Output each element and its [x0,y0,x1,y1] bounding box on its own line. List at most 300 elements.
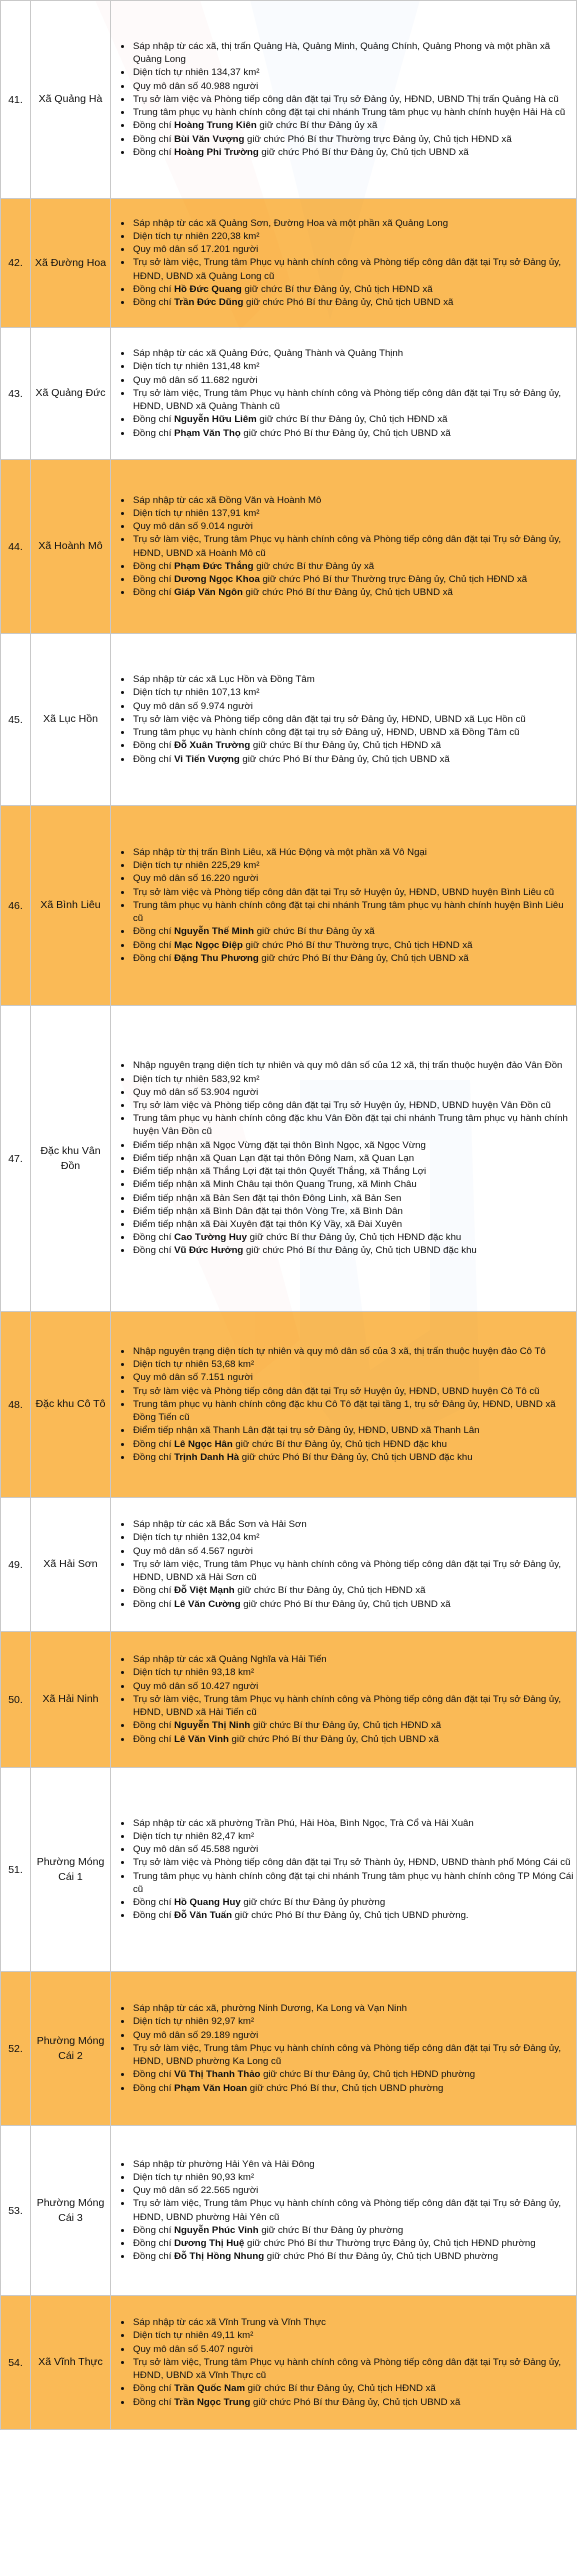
fact-item [133,2002,576,2015]
row-number: 41. [1,1,31,199]
fact-item [133,2250,576,2263]
units-table-body [1,1,577,2430]
fact-text: giữ chức Phó Bí thư Đảng ủy, Chủ tịch UBND xã [242,587,453,599]
fact-text: Đồng chí [133,283,175,295]
fact-text: Điểm tiếp nhận xã Bản Sen đặt tại thôn Đông Linh, xã Bản Sen [133,1192,402,1204]
fact-item [133,2224,576,2237]
fact-text: Đồng chí [133,120,175,132]
fact-text: Quy mô dân số 4.567 người [133,1545,253,1557]
unit-details [111,2126,577,2296]
fact-item [133,2184,576,2197]
fact-text: giữ chức Bí thư Đảng ủy xã [253,560,375,572]
fact-text: Đồng chí [133,1451,175,1463]
fact-item [133,952,576,965]
fact-item [133,1719,576,1732]
fact-text: giữ chức Bí thư Đảng ủy, Chủ tịch HĐND xã [241,283,433,295]
official-name: Trần Quốc Nam [174,2383,245,2395]
fact-item [133,700,576,713]
unit-name: Phường Móng Cái 1 [31,1768,111,1972]
fact-item [133,753,576,766]
unit-name: Xã Hải Sơn [31,1498,111,1632]
fact-item [133,2082,576,2095]
fact-item [133,713,576,726]
fact-item [133,2158,576,2171]
official-name: Vũ Thị Thanh Thảo [174,2069,261,2081]
fact-item [133,573,576,586]
fact-item [133,1518,576,1531]
fact-item [133,1856,576,1869]
fact-text: Trụ sở làm việc và Phòng tiếp công dân đặt tại Trụ sở Đảng ủy, HĐND, UBND Thị trấn Quảng Hà cũ [133,93,559,105]
fact-text: Sáp nhập từ các xã Quảng Đức, Quảng Thành và Quảng Thịnh [133,348,404,360]
fact-text: Quy mô dân số 9.014 người [133,521,253,533]
fact-item [133,859,576,872]
fact-text: Sáp nhập từ các xã Đồng Văn và Hoành Mô [133,494,322,506]
fact-text: Trụ sở làm việc, Trung tâm Phục vụ hành chính công và Phòng tiếp công dân đặt tại Trụ sở Đảng ủy, HĐND, UBND xã Hoành Mô cũ [133,534,562,559]
fact-text: Đồng chí [133,414,175,426]
fact-item [133,1438,576,1451]
official-name: Cao Tường Huy [174,1232,248,1244]
fact-item [133,256,576,282]
fact-item [133,1451,576,1464]
fact-text: Quy mô dân số 11.682 người [133,374,258,386]
table-row [1,460,577,634]
fact-item [133,899,576,925]
fact-text: giữ chức Bí thư Đảng ủy, Chủ tịch HĐND xã [256,414,448,426]
fact-item [133,2015,576,2028]
unit-name: Xã Quảng Đức [31,328,111,460]
fact-text: Quy mô dân số 22.565 người [133,2185,259,2197]
unit-details [111,1632,577,1768]
fact-item [133,1558,576,1584]
fact-text: giữ chức Phó Bí thư Thường trực Đảng ủy, Chủ tịch HĐND phường [244,2237,536,2249]
fact-text: Đồng chí [133,1245,175,1257]
unit-details [111,460,577,634]
official-name: Mạc Ngọc Điệp [174,939,243,951]
fact-text: Quy mô dân số 5.407 người [133,2343,253,2355]
official-name: Lê Văn Vinh [174,1733,229,1745]
fact-text: giữ chức Phó Bí thư Đảng ủy, Chủ tịch UBND xã [258,146,469,158]
fact-text: Đồng chí [133,2069,175,2081]
fact-item [133,1139,576,1152]
unit-details [111,199,577,328]
official-name: Nguyễn Thị Ninh [174,1720,251,1732]
fact-item [133,939,576,952]
official-name: Phạm Văn Thọ [174,427,241,439]
fact-text: giữ chức Phó Bí thư Đảng ủy, Chủ tịch UBND xã [239,753,450,765]
fact-text: Điểm tiếp nhận xã Minh Châu tại thôn Quang Trung, xã Minh Châu [133,1179,417,1191]
fact-item [133,1424,576,1437]
fact-text: Đồng chí [133,952,175,964]
unit-name: Phường Móng Cái 3 [31,2126,111,2296]
official-name: Lê Ngọc Hân [174,1438,233,1450]
fact-text: giữ chức Phó Bí thư Đảng ủy, Chủ tịch UBND phường [264,2251,499,2263]
fact-text: Nhập nguyên trạng diện tích tự nhiên và quy mô dân số của 3 xã, thị trấn thuộc huyện đảo Cô Tô [133,1346,546,1358]
official-name: Dương Thị Huệ [174,2237,245,2249]
fact-text: Sáp nhập từ các xã Vĩnh Trung và Vĩnh Thực [133,2317,326,2329]
fact-item [133,1358,576,1371]
fact-text: Trụ sở làm việc và Phòng tiếp công dân đặt tại trụ sở Đảng ủy, HĐND, UBND xã Lục Hồn cũ [133,713,526,725]
fact-item [133,1843,576,1856]
official-name: Dương Ngọc Khoa [174,573,260,585]
unit-details [111,1,577,199]
fact-text: Diện tích tự nhiên 93,18 km² [133,1667,255,1679]
table-row [1,1632,577,1768]
fact-text: giữ chức Bí thư Đảng ủy phường [240,1896,386,1908]
fact-text: Diện tích tự nhiên 583,92 km² [133,1073,260,1085]
unit-name: Đặc khu Cô Tô [31,1312,111,1498]
official-name: Trần Ngọc Trung [174,2396,251,2408]
fact-text: Diện tích tự nhiên 137,91 km² [133,507,260,519]
fact-text: Trung tâm phục vụ hành chính công đặt tại chi nhánh Trung tâm phục vụ hành chính huyện Hải Hà cũ [133,107,566,119]
fact-text: Diện tích tự nhiên 225,29 km² [133,860,260,872]
fact-item [133,1693,576,1719]
unit-name: Phường Móng Cái 2 [31,1972,111,2126]
fact-text: Sáp nhập từ các xã, phường Ninh Dương, Ka Long và Vạn Ninh [133,2003,407,2015]
fact-text: giữ chức Phó Bí thư Đảng ủy, Chủ tịch UBND xã [240,427,451,439]
fact-text: Diện tích tự nhiên 49,11 km² [133,2330,254,2342]
fact-item [133,1817,576,1830]
fact-item [133,846,576,859]
fact-text: giữ chức Phó Bí thư Đảng ủy, Chủ tịch UBND đặc khu [243,1245,477,1257]
unit-details [111,1006,577,1312]
fact-text: Quy mô dân số 10.427 người [133,1680,259,1692]
unit-name: Xã Đường Hoa [31,199,111,328]
fact-text: giữ chức Phó Bí thư Đảng ủy, Chủ tịch UBND xã [243,297,454,308]
fact-list [111,347,576,439]
unit-details [111,806,577,1006]
fact-item [133,2197,576,2223]
fact-text: Đồng chí [133,1896,175,1908]
unit-details [111,1498,577,1632]
fact-item [133,2029,576,2042]
fact-item [133,1112,576,1138]
fact-item [133,925,576,938]
fact-text: giữ chức Phó Bí thư Đảng ủy, Chủ tịch UBND xã [258,952,469,964]
fact-list [111,1817,576,1923]
fact-text: Diện tích tự nhiên 132,04 km² [133,1532,260,1544]
fact-text: Quy mô dân số 45.588 người [133,1844,259,1856]
fact-text: Trụ sở làm việc, Trung tâm Phục vụ hành chính công và Phòng tiếp công dân đặt tại Trụ sở Đảng ủy, HĐND, UBND xã Hải Tiến cũ [133,1693,562,1719]
row-number: 44. [1,460,31,634]
fact-item [133,296,576,309]
fact-list [111,1518,576,1610]
fact-text: giữ chức Bí thư Đảng ủy, Chủ tịch HĐND đặc khu [232,1438,447,1450]
fact-text: Điểm tiếp nhận xã Đài Xuyên đặt tại thôn Ký Vầy, xã Đài Xuyên [133,1218,403,1230]
table-row [1,1972,577,2126]
fact-text: Sáp nhập từ thị trấn Bình Liêu, xã Húc Động và một phần xã Vô Ngại [133,847,427,859]
fact-item [133,2396,576,2409]
fact-item [133,520,576,533]
fact-item [133,1345,576,1358]
fact-list [111,494,576,600]
row-number: 46. [1,806,31,1006]
official-name: Hồ Quang Huy [174,1896,241,1908]
fact-item [133,374,576,387]
fact-text: giữ chức Bí thư Đảng ủy xã [254,926,375,938]
unit-details [111,634,577,806]
fact-text: Đồng chí [133,1585,175,1597]
row-number: 45. [1,634,31,806]
fact-text: Trụ sở làm việc, Trung tâm Phục vụ hành chính công và Phòng tiếp công dân đặt tại Trụ sở Đảng ủy, HĐND, UBND xã Hải Sơn cũ [133,1558,562,1584]
unit-details [111,1312,577,1498]
fact-text: Trụ sở làm việc, Trung tâm Phục vụ hành chính công và Phòng tiếp công dân đặt tại Trụ sở Đảng ủy, HĐND, UBND xã Quảng Long cũ [133,257,562,282]
fact-item [133,673,576,686]
fact-list [111,673,576,765]
fact-text: Diện tích tự nhiên 220,38 km² [133,230,260,242]
fact-item [133,1371,576,1384]
fact-text: Đồng chí [133,133,175,145]
fact-item [133,726,576,739]
fact-item [133,1218,576,1231]
official-name: Hồ Đức Quang [174,283,242,295]
fact-text: Trung tâm phục vụ hành chính công đặt tại chi nhánh Trung tâm phục vụ hành chính công TP Móng Cái cũ [133,1870,574,1895]
fact-item [133,586,576,599]
official-name: Đỗ Văn Tuấn [174,1910,232,1922]
fact-text: Sáp nhập từ các xã Bắc Sơn và Hải Sơn [133,1519,307,1531]
fact-text: Đồng chí [133,1232,175,1244]
fact-item [133,1598,576,1611]
fact-list [111,217,576,309]
official-name: Bùi Văn Vượng [174,133,245,145]
fact-item [133,1680,576,1693]
fact-text: giữ chức Phó Bí thư Thường trực Đảng ủy, Chủ tịch HĐND xã [259,573,528,585]
fact-item [133,146,576,159]
fact-text: Quy mô dân số 16.220 người [133,873,259,885]
fact-list [111,2316,576,2408]
fact-text: Trụ sở làm việc và Phòng tiếp công dân đặt tại Trụ sở Huyện ủy, HĐND, UBND huyện Cô Tô cũ [133,1385,540,1397]
fact-text: Quy mô dân số 9.974 người [133,700,253,712]
official-name: Hoàng Phi Trường [174,146,259,158]
fact-text: Đồng chí [133,2224,175,2236]
fact-item [133,1165,576,1178]
fact-text: Đồng chí [133,587,175,599]
row-number: 47. [1,1006,31,1312]
fact-item [133,1531,576,1544]
fact-text: Diện tích tự nhiên 53,68 km² [133,1359,255,1371]
official-name: Phạm Văn Hoan [174,2082,248,2094]
fact-text: Sáp nhập từ các xã phường Trần Phú, Hải Hòa, Bình Ngọc, Trà Cổ và Hải Xuân [133,1817,474,1829]
fact-item [133,66,576,79]
fact-text: Đồng chí [133,1733,175,1745]
table-row [1,806,577,1006]
fact-text: Đồng chí [133,2383,175,2395]
official-name: Nguyễn Hữu Liêm [174,414,257,426]
official-name: Hoàng Trung Kiên [174,120,257,132]
fact-item [133,1244,576,1257]
fact-text: Điểm tiếp nhận xã Thắng Lợi đặt tại thôn Quyết Thắng, xã Thắng Lợi [133,1166,427,1178]
fact-text: Quy mô dân số 53.904 người [133,1086,259,1098]
fact-item [133,886,576,899]
fact-item [133,106,576,119]
row-number: 50. [1,1632,31,1768]
fact-text: giữ chức Phó Bí thư, Chủ tịch UBND phường [247,2082,444,2094]
fact-item [133,2042,576,2068]
fact-item [133,387,576,413]
fact-item [133,427,576,440]
fact-text: Điểm tiếp nhận xã Bình Dân đặt tại thôn Vòng Tre, xã Bình Dân [133,1205,403,1217]
fact-text: Trụ sở làm việc, Trung tâm Phục vụ hành chính công và Phòng tiếp công dân đặt tại Trụ sở Đảng ủy, HĐND, UBND phường Ka Long cũ [133,2042,562,2068]
fact-text: Đồng chí [133,1720,175,1732]
fact-text: Quy mô dân số 7.151 người [133,1372,253,1384]
fact-text: Đồng chí [133,427,175,439]
unit-details [111,2296,577,2430]
table-row [1,2126,577,2296]
unit-name: Xã Hoành Mô [31,460,111,634]
unit-name: Đặc khu Vân Đồn [31,1006,111,1312]
fact-text: Trụ sở làm việc và Phòng tiếp công dân đặt tại Trụ sở Huyện ủy, HĐND, UBND huyện Vân Đồn cũ [133,1100,551,1112]
fact-text: Đồng chí [133,560,175,572]
table-row [1,1498,577,1632]
table-row [1,328,577,460]
unit-details [111,1972,577,2126]
table-row [1,634,577,806]
fact-list [111,1653,576,1745]
fact-text: Trụ sở làm việc và Phòng tiếp công dân đặt tại Trụ sở Huyện ủy, HĐND, UBND huyện Bình Liêu cũ [133,886,555,898]
fact-item [133,1909,576,1922]
fact-text: giữ chức Phó Bí thư Đảng ủy, Chủ tịch UBND xã [250,2396,461,2408]
official-name: Nguyễn Phúc Vinh [174,2224,259,2236]
fact-list [111,40,576,159]
official-name: Trần Đức Dũng [174,297,244,308]
fact-text: Điểm tiếp nhận xã Ngọc Vừng đặt tại thôn Bình Ngọc, xã Ngọc Vừng [133,1139,426,1151]
fact-item [133,1385,576,1398]
fact-list [111,2158,576,2264]
fact-text: Đồng chí [133,926,175,938]
fact-list [111,846,576,965]
official-name: Giáp Văn Ngôn [174,587,243,599]
fact-text: Diện tích tự nhiên 92,97 km² [133,2016,255,2028]
table-row [1,2296,577,2430]
fact-text: Diện tích tự nhiên 90,93 km² [133,2171,255,2183]
unit-name: Xã Bình Liêu [31,806,111,1006]
fact-text: Đồng chí [133,2237,175,2249]
fact-list [111,1345,576,1464]
fact-item [133,40,576,66]
fact-item [133,739,576,752]
fact-text: Nhập nguyên trạng diện tích tự nhiên và quy mô dân số của 12 xã, thị trấn thuộc huyện đảo Vân Đồn [133,1060,563,1072]
table-row [1,1312,577,1498]
fact-text: giữ chức Bí thư Đảng ủy xã [256,120,378,132]
fact-text: giữ chức Phó Bí thư Đảng ủy, Chủ tịch UBND đặc khu [239,1451,473,1463]
fact-item [133,507,576,520]
fact-item [133,1205,576,1218]
fact-text: giữ chức Phó Bí thư Thường trực Đảng ủy, Chủ tịch HĐND xã [244,133,512,145]
fact-text: giữ chức Bí thư Đảng ủy, Chủ tịch HĐND phường [260,2069,476,2081]
fact-text: Đồng chí [133,939,175,951]
unit-details [111,328,577,460]
fact-item [133,283,576,296]
unit-name: Xã Vĩnh Thực [31,2296,111,2430]
fact-text: Sáp nhập từ phường Hải Yên và Hải Đông [133,2158,315,2170]
fact-item [133,1870,576,1896]
fact-item [133,1398,576,1424]
fact-text: Đồng chí [133,1438,175,1450]
fact-item [133,1653,576,1666]
fact-text: Đồng chí [133,753,175,765]
fact-item [133,1152,576,1165]
fact-text: Trung tâm phục vụ hành chính công đặt tại trụ sở Đảng uỷ, HĐND, UBND xã Đồng Tâm cũ [133,727,520,739]
fact-text: Đồng chí [133,146,175,158]
fact-text: giữ chức Bí thư Đảng ủy, Chủ tịch HĐND xã [234,1585,426,1597]
fact-item [133,133,576,146]
fact-item [133,1059,576,1072]
fact-text: giữ chức Bí thư Đảng ủy, Chủ tịch HĐND đặc khu [247,1232,462,1244]
row-number: 48. [1,1312,31,1498]
fact-text: Sáp nhập từ các xã Lục Hồn và Đồng Tâm [133,674,315,686]
fact-item [133,872,576,885]
fact-item [133,360,576,373]
official-name: Vũ Đức Hưởng [174,1245,244,1257]
fact-text: giữ chức Phó Bí thư Thường trực, Chủ tịch HĐND xã [242,939,473,951]
row-number: 52. [1,1972,31,2126]
fact-list [111,1059,576,1257]
fact-item [133,1073,576,1086]
fact-text: Đồng chí [133,2396,175,2408]
fact-item [133,1896,576,1909]
fact-item [133,243,576,256]
fact-text: Quy mô dân số 29.189 người [133,2029,259,2041]
fact-text: giữ chức Phó Bí thư Đảng ủy, Chủ tịch UBND xã [240,1598,451,1610]
fact-text: Quy mô dân số 17.201 người [133,244,259,256]
fact-text: giữ chức Phó Bí thư Đảng ủy, Chủ tịch UBND phường. [232,1910,469,1922]
table-row [1,1768,577,1972]
fact-text: Đồng chí [133,297,175,308]
unit-name: Xã Lục Hồn [31,634,111,806]
fact-text: giữ chức Phó Bí thư Đảng ủy, Chủ tịch UBND xã [228,1733,439,1745]
table-row [1,1006,577,1312]
official-name: Nguyễn Thế Minh [174,926,255,938]
official-name: Vi Tiến Vượng [174,753,240,765]
fact-text: Trụ sở làm việc và Phòng tiếp công dân đặt tại Trụ sở Thành ủy, HĐND, UBND thành phố Móng Cái cũ [133,1857,571,1869]
fact-text: Trụ sở làm việc, Trung tâm Phục vụ hành chính công và Phòng tiếp công dân đặt tại Trụ sở Đảng ủy, HĐND, UBND xã Quảng Thành cũ [133,387,562,413]
fact-list [111,2002,576,2094]
fact-item [133,413,576,426]
fact-item [133,1231,576,1244]
row-number: 54. [1,2296,31,2430]
table-row [1,199,577,328]
unit-details [111,1768,577,1972]
fact-item [133,93,576,106]
fact-text: Diện tích tự nhiên 131,48 km² [133,361,260,373]
fact-item [133,533,576,559]
fact-text: Trung tâm phục vụ hành chính công đặc khu Vân Đồn đặt tại chi nhánh Trung tâm phục vụ hành chính huyện Vân Đồn cũ [133,1113,568,1138]
fact-text: Đồng chí [133,573,175,585]
official-name: Đặng Thu Phương [174,952,259,964]
fact-item [133,230,576,243]
fact-item [133,1178,576,1191]
fact-item [133,2316,576,2329]
fact-text: giữ chức Bí thư Đảng ủy, Chủ tịch HĐND xã [244,2383,436,2395]
fact-text: Đồng chí [133,1910,175,1922]
fact-text: Đồng chí [133,2082,175,2094]
fact-text: Đồng chí [133,1598,175,1610]
fact-text: Trung tâm phục vụ hành chính công đặt tại chi nhánh Trung tâm phục vụ hành chính huyện Bình Liêu cũ [133,899,564,925]
fact-text: Trụ sở làm việc, Trung tâm Phục vụ hành chính công và Phòng tiếp công dân đặt tại Trụ sở Đảng ủy, HĐND, UBND xã Vĩnh Thực cũ [133,2356,562,2382]
fact-item [133,494,576,507]
fact-text: Quy mô dân số 40.988 người [133,80,259,92]
fact-text: Sáp nhập từ các xã, thị trấn Quảng Hà, Quảng Minh, Quảng Chính, Quảng Phong và một phần xã Quảng Long [133,41,551,66]
fact-item [133,119,576,132]
row-number: 43. [1,328,31,460]
unit-name: Xã Hải Ninh [31,1632,111,1768]
fact-item [133,1086,576,1099]
table-row [1,1,577,199]
fact-text: giữ chức Bí thư Đảng ủy, Chủ tịch HĐND xã [250,1720,442,1732]
fact-text: Đồng chí [133,2251,175,2263]
fact-text: Điểm tiếp nhận xã Quan Lạn đặt tại thôn Đông Nam, xã Quan Lạn [133,1152,415,1164]
fact-item [133,2329,576,2342]
fact-item [133,2237,576,2250]
